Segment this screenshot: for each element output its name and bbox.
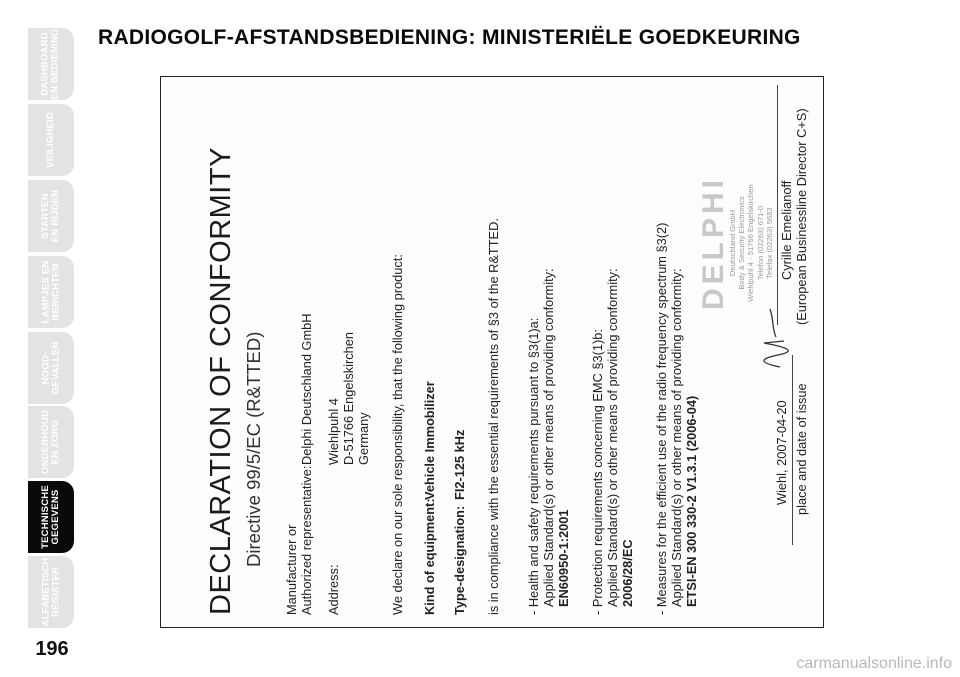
address-line-2: D-51766 Engelskirchen — [341, 331, 356, 465]
emc-line-2: Applied Standard(s) or other means of providing conformity: — [605, 268, 620, 607]
certificate-title: DECLARATION OF CONFORMITY — [205, 147, 237, 615]
declaration-certificate — [160, 76, 824, 628]
tab-label: TECHNISCHE GEGEVENS — [40, 485, 62, 549]
place-date-line — [792, 355, 793, 545]
tab-alfabetisch-register[interactable] — [28, 556, 74, 628]
tab-label: LAMPJES EN BERICHTEN — [40, 260, 61, 324]
tab-label: ONDERHOUD EN ZORG — [40, 409, 61, 475]
handwritten-signature — [750, 303, 790, 373]
tab-label: ALFABETISCH REGISTER — [40, 557, 62, 627]
health-standard: EN60950-1:2001 — [556, 509, 571, 607]
emc-line-1: - Protection requirements concerning EMC §3(1)b: — [590, 329, 605, 615]
address-line-1: Wiehlpuhl 4 — [326, 398, 341, 465]
type-value: FI2-125 kHz — [452, 429, 467, 500]
type-label: Type-designation: — [452, 505, 467, 615]
certificate-subtitle: Directive 99/5/EC (R&TTED) — [243, 331, 264, 567]
stamp-line: Telefon (02263) 671-0 — [755, 205, 765, 281]
tab-veiligheid[interactable] — [28, 104, 74, 176]
kind-value: Vehicle Immobilizer — [422, 381, 437, 500]
radio-line-1: - Measures for the efficient use of the radio frequency spectrum §3(2) — [654, 222, 669, 615]
stamp-logo: DELPHI — [697, 176, 730, 311]
tab-starten[interactable] — [28, 180, 74, 252]
signer-name: Cyrille Emelianoff — [779, 180, 794, 280]
stamp-line: Deutschland GmbH — [728, 209, 737, 277]
manufacturer-value: Delphi Deutschland GmbH — [299, 313, 314, 465]
stamp-line: Telefax (02263) 5683 — [764, 207, 774, 279]
tab-label: VEILIGHEID — [45, 112, 56, 168]
place-date-value: Wiehl, 2007-04-20 — [774, 400, 789, 505]
emc-standard: 2006/28/EC — [620, 539, 635, 607]
stamp-line: Wiehlpuhl 4 · 51766 Engelskirchen — [746, 184, 756, 302]
place-date-label: place and date of issue — [794, 383, 809, 515]
tab-label: NOOD- GEVALLEN — [40, 341, 61, 395]
page-title: RADIOGOLF-AFSTANDSBEDIENING: MINISTERIËLE GOEDKEURING — [98, 26, 801, 49]
tab-noodgevallen[interactable] — [28, 332, 74, 404]
signature-line — [777, 85, 778, 325]
address-line-3: Germany — [356, 412, 371, 465]
address-label: Address: — [326, 564, 341, 615]
certificate-content — [165, 80, 820, 625]
tab-onderhoud[interactable] — [28, 406, 74, 478]
tab-label: STARTEN EN RIJDEN — [40, 189, 62, 243]
stamp-line: Body & Security Electronics — [737, 196, 747, 290]
health-line-2: Applied Standard(s) or other means of providing conformity: — [541, 268, 556, 607]
manufacturer-label-2: Authorized representative: — [299, 465, 314, 615]
page-number: 196 — [35, 638, 69, 660]
signer-title: (European Businessline Director C+S) — [794, 108, 809, 325]
radio-standard: ETSI-EN 300 330-2 V1.3.1 (2006-04) — [684, 395, 699, 607]
radio-line-2: Applied Standard(s) or other means of providing conformity: — [669, 268, 684, 607]
compliance-text: is in compliance with the essential requirements of §3 of the R&TTED. — [486, 218, 501, 615]
chapter-tabs — [28, 28, 74, 630]
watermark-brand: carmanualsonline.info — [796, 655, 952, 672]
kind-label: Kind of equipment: — [422, 498, 437, 615]
tab-label: DASHBOARD EN BEDIENING — [40, 28, 61, 100]
tab-lampjes[interactable] — [28, 256, 74, 328]
health-line-1: - Health and safety requirements pursuant to §3(1)a: — [526, 317, 541, 615]
declare-text: We declare on our sole responsibility, that the following product: — [390, 254, 405, 615]
tab-dashboard[interactable] — [28, 28, 74, 100]
tab-technische-gegevens[interactable] — [28, 481, 74, 553]
manufacturer-label-1: Manufacturer or — [284, 524, 299, 615]
